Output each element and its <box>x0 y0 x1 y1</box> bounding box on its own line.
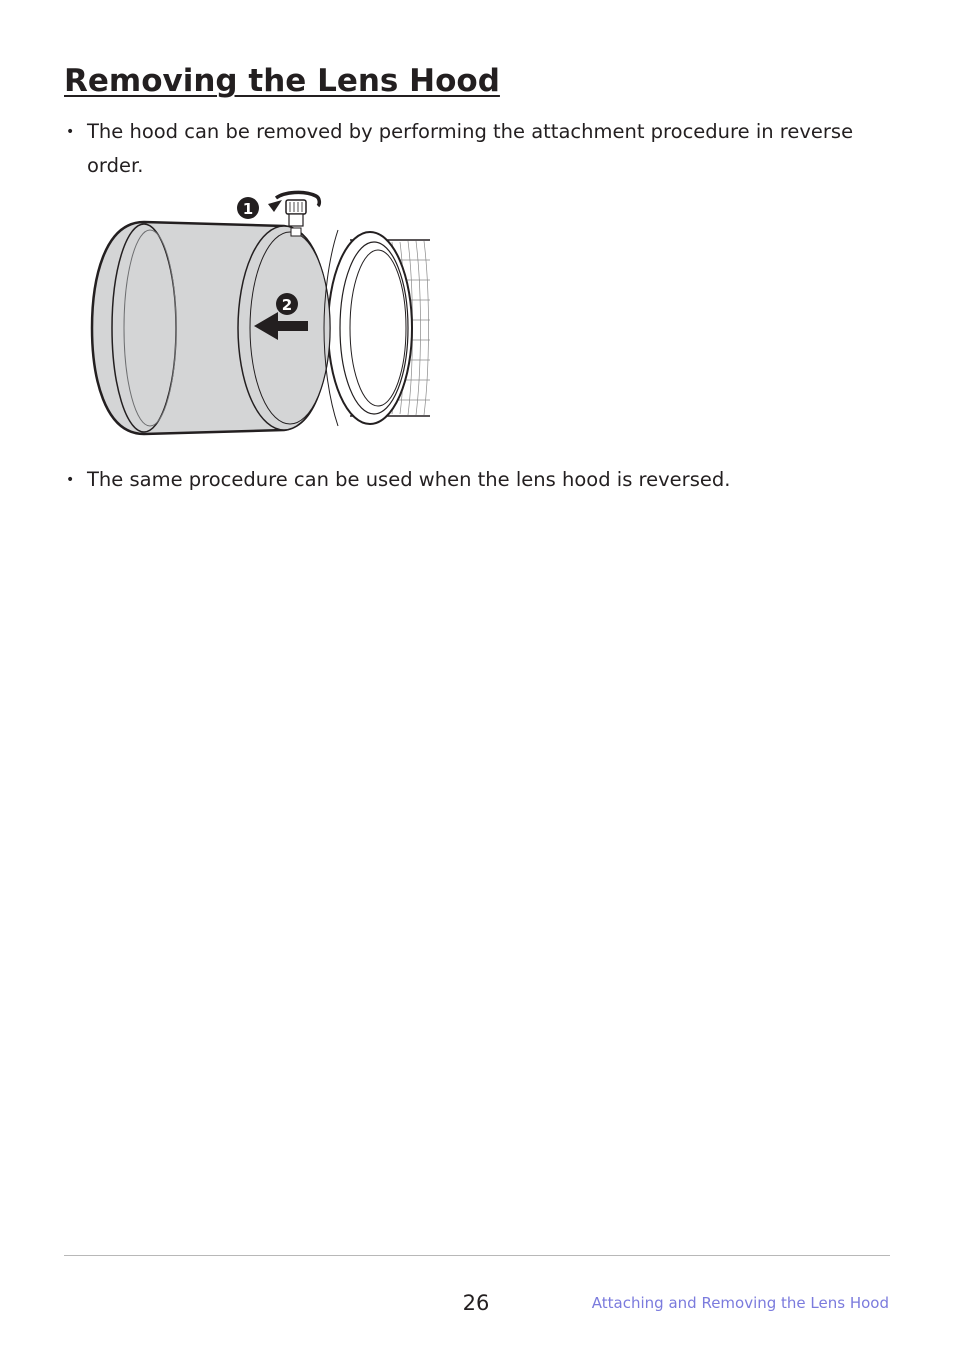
page-number: 26 <box>462 1291 490 1315</box>
lens-front-ring <box>328 232 412 424</box>
bullet-text: The hood can be removed by performing the attachment procedure in reverse order. <box>87 120 854 177</box>
bullet-text: The same procedure can be used when the lens hood is reversed. <box>87 468 731 491</box>
page-title: Removing the Lens Hood <box>64 63 500 99</box>
lens-hood-removal-illustration <box>88 190 434 438</box>
footer-divider <box>64 1255 890 1256</box>
list-item <box>64 463 884 497</box>
footer-section-link[interactable]: Attaching and Removing the Lens Hood <box>591 1294 889 1312</box>
step-1-label: 1 <box>242 200 254 218</box>
step-1-badge <box>237 197 259 219</box>
step-2-badge <box>276 293 298 315</box>
step-2-label: 2 <box>281 296 293 314</box>
bullet-dot: • <box>66 124 75 140</box>
bullet-dot: • <box>66 472 75 488</box>
bullet-list <box>64 463 884 497</box>
bullet-list <box>64 115 884 183</box>
list-item <box>64 115 884 183</box>
